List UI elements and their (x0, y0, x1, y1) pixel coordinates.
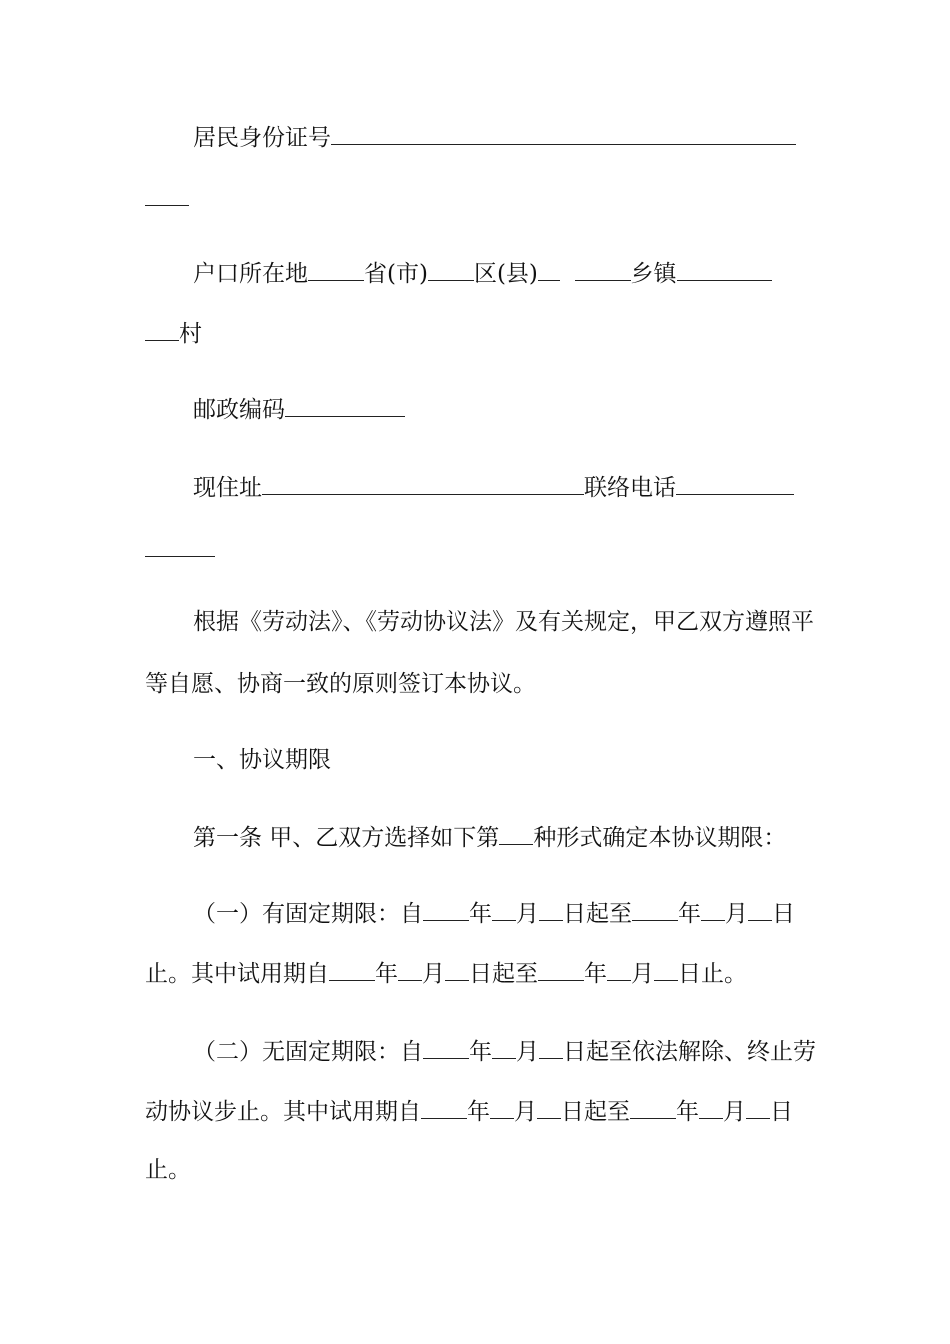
stop-label: 止。 (701, 961, 747, 987)
month-label: 月 (516, 1039, 539, 1065)
article-1-blank (499, 822, 533, 845)
article-1-line (193, 822, 805, 854)
address-label: 现住址 (193, 475, 262, 501)
id-number-label: 居民身份证号 (193, 125, 331, 151)
trial-label: 其中试用期自 (191, 961, 329, 987)
month-label: 月 (725, 901, 748, 927)
open-term-prefix: （二）无固定期限：自 (193, 1039, 423, 1065)
open-trial-start-year-blank (421, 1096, 467, 1119)
open-trial-start-day-blank (537, 1096, 561, 1119)
trial-start-year-blank (329, 958, 375, 981)
year-label: 年 (467, 1099, 490, 1125)
fixed-end-month-blank (701, 898, 725, 921)
address-blank (262, 472, 584, 495)
district-blank-2 (538, 258, 560, 281)
village-label: 村 (179, 321, 202, 347)
trial-end-day-blank (654, 958, 678, 981)
hukou-label: 户口所在地 (193, 261, 308, 287)
month-label: 月 (723, 1099, 746, 1125)
month-label: 月 (514, 1099, 537, 1125)
fixed-end-day-blank (748, 898, 772, 921)
from-label: 日起至 (561, 1099, 630, 1125)
article-1-prefix: 第一条 甲、乙双方选择如下第 (193, 825, 500, 851)
stop-label: 止。 (145, 961, 191, 987)
year-label: 年 (676, 1099, 699, 1125)
township-label: 乡镇 (630, 261, 677, 287)
open-trial-end-month-blank (699, 1096, 723, 1119)
open-trial-label: 动协议步止。其中试用期自 (145, 1099, 421, 1125)
from-label: 日起至 (469, 961, 538, 987)
phone-blank-cont (145, 556, 215, 557)
year-label: 年 (678, 901, 701, 927)
village-line (145, 318, 805, 350)
district-blank (428, 258, 474, 281)
address-line (193, 472, 805, 504)
fixed-term-line-2 (145, 958, 805, 990)
id-number-blank (331, 122, 796, 145)
day-label: 日 (770, 1099, 793, 1125)
open-trial-start-month-blank (490, 1096, 514, 1119)
month-label: 月 (631, 961, 654, 987)
fixed-start-year-blank (423, 898, 469, 921)
open-start-year-blank (423, 1036, 469, 1059)
fixed-end-year-blank (632, 898, 678, 921)
postal-line (193, 394, 805, 426)
year-label: 年 (469, 901, 492, 927)
fixed-start-month-blank (492, 898, 516, 921)
postal-blank (285, 394, 405, 417)
open-until-label: 日起至依法解除、终止劳 (563, 1039, 816, 1065)
township-blank (575, 258, 631, 281)
open-trial-end-year-blank (630, 1096, 676, 1119)
basis-line-1: 根据《劳动法》、《劳动协议法》及有关规定，甲乙双方遵照平 (193, 609, 814, 635)
basis-line-2: 等自愿、协商一致的原则签订本协议。 (145, 671, 536, 697)
open-trial-end-day-blank (746, 1096, 770, 1119)
fixed-term-line-1 (193, 898, 805, 930)
phone-blank (676, 472, 794, 495)
province-label: 省(市) (364, 261, 428, 287)
village-blank-cont (145, 318, 179, 341)
trial-end-month-blank (607, 958, 631, 981)
district-label: 区(县) (473, 261, 538, 287)
article-1-suffix: 种形式确定本协议期限： (533, 825, 787, 851)
month-label: 月 (422, 961, 445, 987)
year-label: 年 (469, 1039, 492, 1065)
open-start-month-blank (492, 1036, 516, 1059)
trial-start-month-blank (398, 958, 422, 981)
postal-label: 邮政编码 (193, 397, 285, 423)
year-label: 年 (584, 961, 607, 987)
id-number-line (193, 122, 805, 154)
fixed-term-prefix: （一）有固定期限：自 (193, 901, 423, 927)
hukou-line (193, 258, 805, 290)
open-term-line-2 (145, 1096, 805, 1128)
id-number-blank-cont (145, 205, 189, 206)
phone-label: 联络电话 (584, 475, 676, 501)
from-label: 日起至 (563, 901, 632, 927)
day-label: 日 (678, 961, 701, 987)
open-term-line-3: 止。 (145, 1157, 191, 1183)
year-label: 年 (375, 961, 398, 987)
trial-start-day-blank (445, 958, 469, 981)
village-blank (677, 258, 772, 281)
fixed-start-day-blank (539, 898, 563, 921)
trial-end-year-blank (538, 958, 584, 981)
open-term-line-1 (193, 1036, 816, 1068)
open-start-day-blank (539, 1036, 563, 1059)
day-label: 日 (772, 901, 795, 927)
month-label: 月 (516, 901, 539, 927)
province-blank (308, 258, 364, 281)
section-title-term: 一、协议期限 (193, 747, 331, 773)
